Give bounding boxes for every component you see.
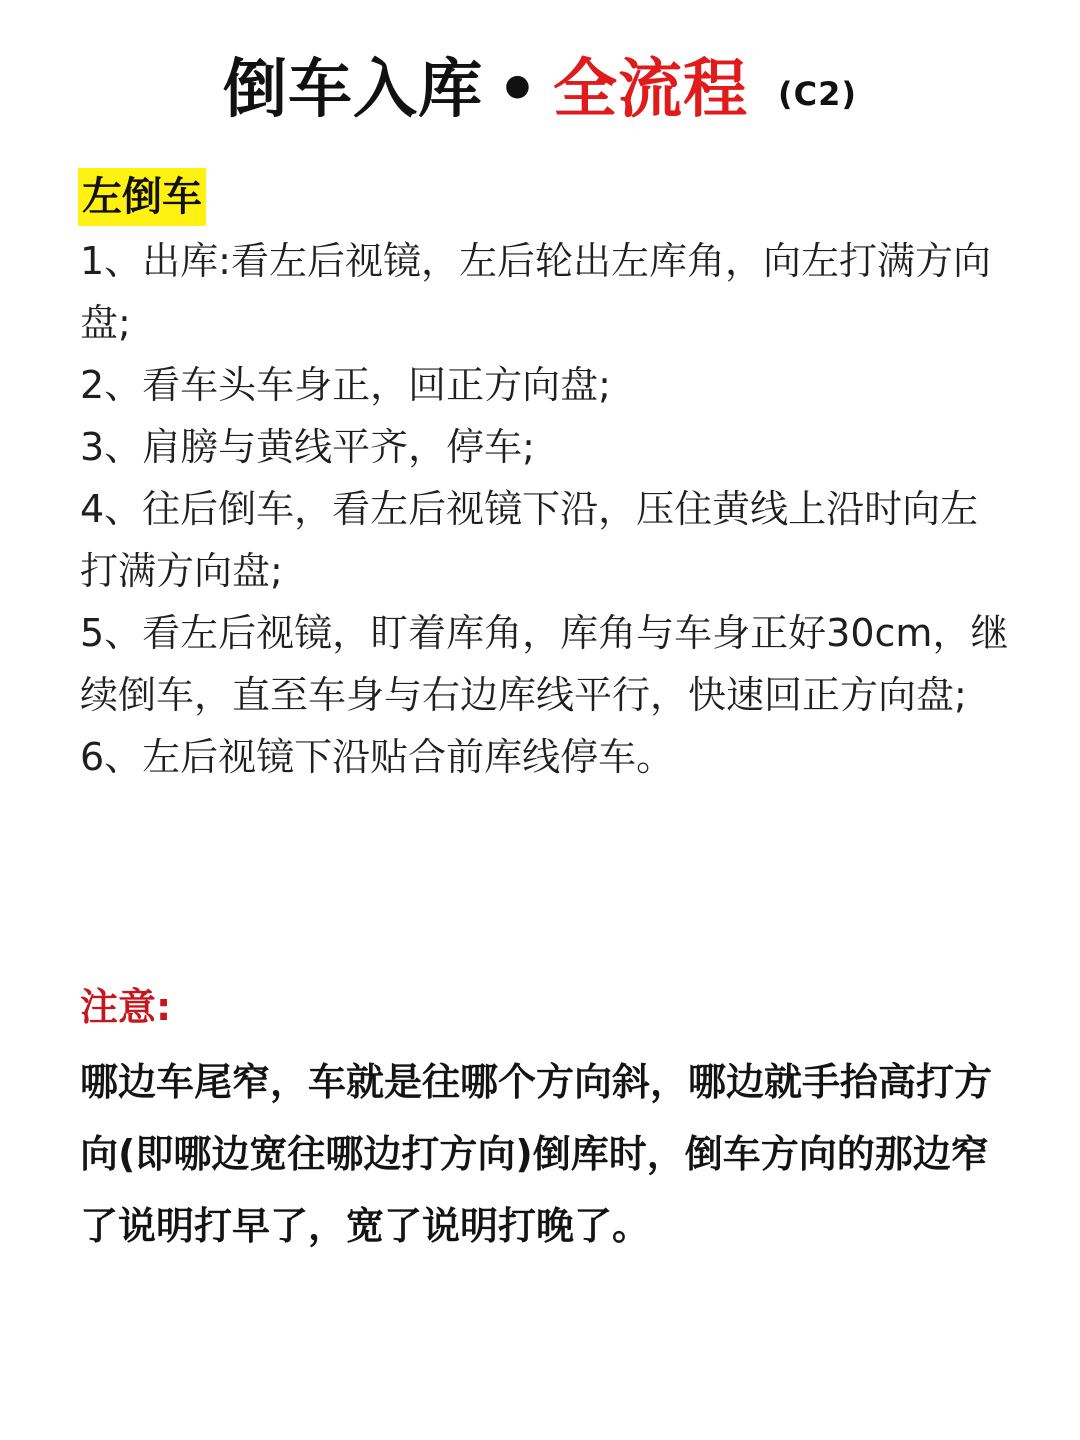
- step-item: 5、看左后视镜，盯着库角，库角与车身正好30cm，继续倒车，直至车身与右边库线平行，快速回正方向盘;: [80, 611, 1009, 717]
- title-separator: •: [497, 53, 539, 127]
- step-item: 3、肩膀与黄线平齐，停车;: [80, 425, 535, 469]
- title-main: 倒车入库: [223, 53, 484, 127]
- title-note: (C2): [777, 75, 857, 113]
- step-item: 6、左后视镜下沿贴合前库线停车。: [80, 735, 675, 779]
- step-item: 1、出库:看左后视镜，左后轮出左库角，向左打满方向盘;: [80, 239, 991, 345]
- note-heading: 注意:: [80, 985, 172, 1029]
- page-title: [0, 48, 1080, 136]
- step-item: 4、往后倒车，看左后视镜下沿，压住黄线上沿时向左打满方向盘;: [80, 487, 979, 593]
- section-heading-left-reverse: 左倒车: [78, 168, 206, 226]
- step-item: 2、看车头车身正，回正方向盘;: [80, 363, 611, 407]
- note-body: 哪边车尾窄，车就是往哪个方向斜，哪边就手抬高打方向(即哪边宽往哪边打方向)倒库时，倒车方向的那边窄了说明打早了，宽了说明打晚了。: [80, 1060, 993, 1248]
- steps-list: [80, 230, 1010, 788]
- title-accent: 全流程: [552, 53, 748, 127]
